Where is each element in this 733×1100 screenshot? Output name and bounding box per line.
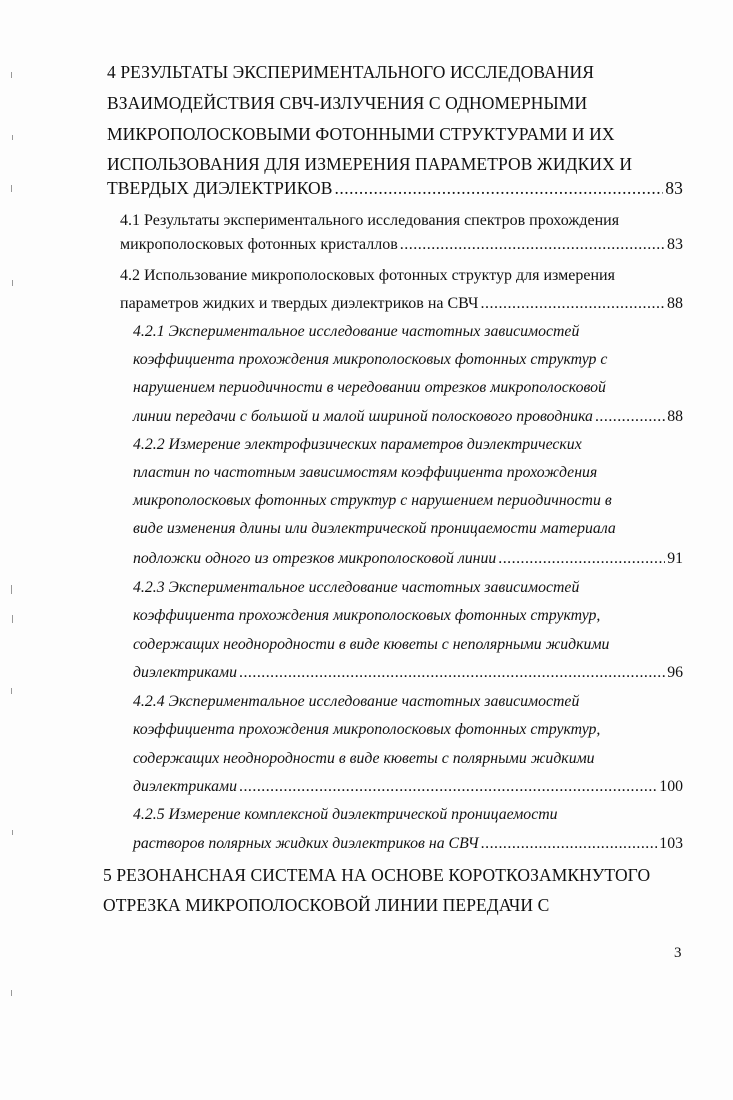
toc-ch5-line2: ОТРЕЗКА МИКРОПОЛОСКОВОЙ ЛИНИИ ПЕРЕДАЧИ С — [103, 895, 550, 915]
toc-s425-line1: 4.2.5 Измерение комплексной диэлектрической проницаемости — [133, 806, 558, 823]
toc-entry-title: микрополосковых фотонных кристаллов — [120, 236, 398, 253]
toc-s424-line3: содержащих неоднородности в виде кюветы с полярными жидкими — [133, 750, 595, 767]
toc-ch4-line3: МИКРОПОЛОСКОВЫМИ ФОТОННЫМИ СТРУКТУРАМИ И ИХ — [107, 124, 615, 144]
toc-entry-title: диэлектриками — [133, 664, 238, 681]
scan-speck — [12, 135, 13, 140]
toc-s424-line2: коэффициента прохождения микрополосковых фотонных структур, — [133, 721, 601, 738]
leader-dots — [480, 296, 665, 312]
toc-page-ref: 103 — [659, 835, 683, 852]
toc-s424-line1: 4.2.4 Экспериментальное исследование частотных зависимостей — [133, 693, 580, 710]
toc-entry-4-2-4[interactable] — [133, 779, 683, 795]
toc-s42-line1: 4.2 Использование микрополосковых фотонных структур для измерения — [120, 267, 615, 284]
toc-entry-4-1[interactable] — [120, 237, 683, 253]
toc-s421-line1: 4.2.1 Экспериментальное исследование частотных зависимостей — [133, 323, 580, 340]
toc-ch4-line4: ИСПОЛЬЗОВАНИЯ ДЛЯ ИЗМЕРЕНИЯ ПАРАМЕТРОВ ЖИДКИХ И — [107, 154, 633, 174]
leader-dots — [595, 409, 665, 425]
toc-entry-title: диэлектриками — [133, 778, 238, 795]
scan-speck — [11, 585, 12, 594]
toc-page-ref: 83 — [667, 236, 683, 253]
leader-dots — [400, 237, 665, 253]
toc-s421-line2: коэффициента прохождения микрополосковых фотонных структур с — [133, 351, 608, 368]
toc-ch5-line1: 5 РЕЗОНАНСНАЯ СИСТЕМА НА ОСНОВЕ КОРОТКОЗАМКНУТОГО — [103, 865, 651, 885]
toc-s422-line4: виде изменения длины или диэлектрической проницаемости материала — [133, 520, 616, 537]
toc-page-ref: 96 — [667, 664, 683, 681]
toc-s423-line2: коэффициента прохождения микрополосковых фотонных структур, — [133, 607, 601, 624]
toc-entry-title: параметров жидких и твердых диэлектриков на СВЧ — [120, 295, 479, 312]
toc-s423-line1: 4.2.3 Экспериментальное исследование частотных зависимостей — [133, 579, 580, 596]
toc-entry-4-2-2[interactable] — [133, 551, 683, 567]
scan-speck — [11, 990, 12, 996]
toc-page-ref: 100 — [659, 778, 683, 795]
toc-entry-4-2-3[interactable] — [133, 665, 683, 681]
toc-entry-4-2-5[interactable] — [133, 836, 683, 852]
toc-entry-title: ТВЕРДЫХ ДИЭЛЕКТРИКОВ — [107, 178, 333, 198]
scan-speck — [11, 185, 12, 192]
page-number: 3 — [674, 945, 682, 961]
scan-speck — [12, 615, 13, 623]
scan-speck — [11, 688, 12, 694]
leader-dots — [498, 551, 665, 567]
toc-s421-line3: нарушением периодичности в чередовании отрезков микрополосковой — [133, 379, 606, 396]
toc-entry-title: линии передачи с большой и малой шириной полоскового проводника — [133, 408, 593, 425]
toc-s422-line3: микрополосковых фотонных структур с нарушением периодичности в — [133, 492, 612, 509]
leader-dots — [239, 665, 665, 681]
toc-entry-title: растворов полярных жидких диэлектриков на СВЧ — [133, 835, 479, 852]
leader-dots — [481, 836, 658, 852]
scan-speck — [11, 72, 12, 78]
toc-page-ref: 83 — [665, 178, 683, 198]
toc-s422-line2: пластин по частотным зависимостям коэффициента прохождения — [133, 464, 598, 481]
leader-dots — [239, 779, 657, 795]
toc-ch4-line1: 4 РЕЗУЛЬТАТЫ ЭКСПЕРИМЕНТАЛЬНОГО ИССЛЕДОВАНИЯ — [107, 62, 594, 82]
toc-ch4-line2: ВЗАИМОДЕЙСТВИЯ СВЧ-ИЗЛУЧЕНИЯ С ОДНОМЕРНЫМИ — [107, 93, 588, 113]
toc-s41-line1: 4.1 Результаты экспериментального исследования спектров прохождения — [120, 212, 620, 229]
leader-dots — [335, 180, 664, 198]
scan-speck — [12, 830, 13, 835]
toc-entry-4-2-1[interactable] — [133, 409, 683, 425]
toc-s423-line3: содержащих неоднородности в виде кюветы с неполярными жидкими — [133, 636, 610, 653]
toc-page-ref: 88 — [667, 408, 683, 425]
scan-speck — [12, 280, 13, 286]
toc-entry-ch4[interactable] — [107, 180, 683, 198]
toc-entry-4-2[interactable] — [120, 296, 683, 312]
toc-page-ref: 88 — [667, 295, 683, 312]
toc-page-ref: 91 — [667, 550, 683, 567]
toc-entry-title: подложки одного из отрезков микрополосковой линии — [133, 550, 497, 567]
toc-s422-line1: 4.2.2 Измерение электрофизических параметров диэлектрических — [133, 436, 582, 453]
